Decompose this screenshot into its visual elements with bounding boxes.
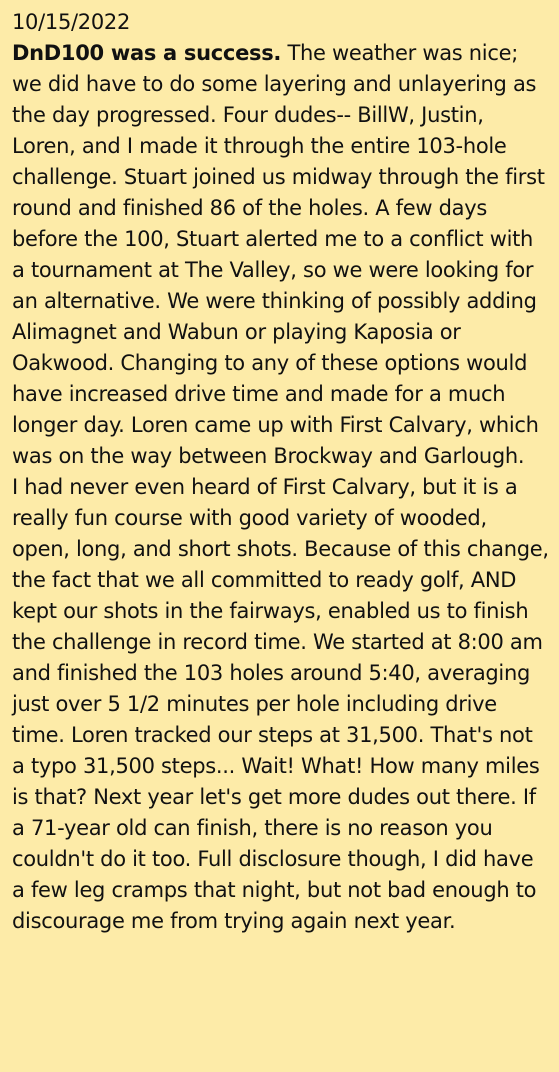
entry-paragraph-1 (12, 38, 549, 472)
entry-headline: DnD100 was a success. (12, 41, 282, 65)
entry-date: 10/15/2022 (12, 10, 131, 34)
entry-paragraph-1-text: The weather was nice; we did have to do some layering and unlayering as the day progressed. Four dudes-- BillW, Justin, Loren, and I made it through the entire 103-hole challenge. Stuart joined us midway through the first round and finished 86 of the holes. A few days before the 100, Stuart alerted me to a conflict with a tournament at The Valley, so we were looking for an alternative. We were thinking of possibly adding Alimagnet and Wabun or playing Kaposia or Oakwood. Changing to any of these options would have increased drive time and made for a much longer day. Loren came up with First Calvary, which was on the way between Brockway and Garlough. (12, 41, 545, 468)
entry-paragraph-2: I had never even heard of First Calvary, but it is a really fun course with good variety of wooded, open, long, and short shots. Because of this change, the fact that we all committed to ready golf, AND kept our shots in the fairways, enabled us to finish the challenge in record time. We started at 8:00 am and finished the 103 holes around 5:40, averaging just over 5 1/2 minutes per hole including drive time. Loren tracked our steps at 31,500. That's not a typo 31,500 steps... Wait! What! How many miles is that? Next year let's get more dudes out there. If a 71-year old can finish, there is no reason you couldn't do it too. Full disclosure though, I did have a few leg cramps that night, but not bad enough to discourage me from trying again next year. (12, 475, 549, 933)
